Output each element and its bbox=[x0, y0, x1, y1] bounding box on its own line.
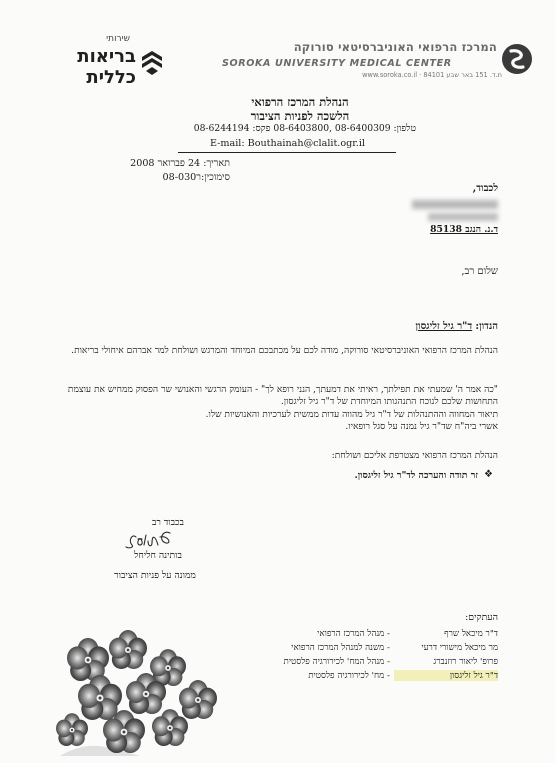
paragraph-joining: הנהלת המרכז הרפואי מצטרפת אליכם ושולחת: bbox=[331, 451, 498, 461]
subject-name: ד"ר גיל זליגסון bbox=[415, 321, 473, 332]
redacted-recipient-name bbox=[412, 200, 498, 209]
copy-row bbox=[240, 628, 498, 640]
soroka-address: ת.ד. 151 באר שבע 84101 · www.soroka.co.il bbox=[362, 71, 502, 79]
bullet-bouquet: זר תודה והערכה לד"ר גיל זליגסון. bbox=[354, 470, 478, 481]
flowers-illustration-icon bbox=[50, 628, 248, 758]
paragraph-testimony: תיאור המחווה וההתנהלות של ד"ר גיל מהווה עדות ממשית לערכיות והאנושיות שלו. bbox=[205, 409, 498, 420]
subject-line bbox=[170, 321, 498, 332]
soroka-logo-icon bbox=[501, 43, 533, 75]
copy-row bbox=[240, 656, 498, 668]
reference-line: סימוכין:ר08-030 bbox=[162, 172, 230, 183]
date-line: תאריך: 24 פברואר 2008 bbox=[130, 158, 230, 169]
copy-role: - מנהל המח' לכירורגיה פלסטית bbox=[283, 657, 390, 667]
signer-name: בותינה חליחל bbox=[134, 550, 182, 561]
copy-name-highlighted: ד"ר גיל זליגסון bbox=[394, 670, 498, 681]
diamond-bullet-icon: ❖ bbox=[484, 469, 493, 480]
copy-row bbox=[240, 642, 498, 654]
clalit-logo-icon bbox=[140, 49, 164, 75]
paragraph-block bbox=[36, 384, 498, 434]
subject-label: הנדון: bbox=[475, 321, 498, 332]
header-divider bbox=[178, 152, 396, 153]
email-line: E-mail: Bouthainah@clalit.ogr.il bbox=[210, 138, 365, 149]
recipient-salutation: לכבוד, bbox=[472, 183, 498, 194]
copy-name: מר מיכאל מישורי דרעי bbox=[421, 643, 498, 653]
phone-fax-line: טלפון: 08-6400309 ,08-6403800 פקס: 08-6244194 bbox=[193, 123, 416, 134]
copies-label: העתקים: bbox=[465, 612, 498, 623]
clalit-name: בריאות כללית bbox=[77, 46, 136, 88]
copy-role: - משנה למנהל המרכז הרפואי bbox=[291, 643, 390, 653]
soroka-english-name: SOROKA UNIVERSITY MEDICAL CENTER bbox=[222, 58, 452, 69]
soroka-hebrew-name: המרכז הרפואי האוניברסיטאי סורוקה bbox=[293, 40, 497, 54]
paragraph-thanks: הנהלת המרכז הרפואי האוניברסיטאי סורוקה, מודה לכם על מכתבכם המיוחד והמרגש ושולחת למר אברהם איחולי בריאות. bbox=[71, 346, 498, 356]
paragraph-praise: אשרי ביה"ח שד"ר גיל נמנה על סגל רופאיו. bbox=[345, 422, 498, 433]
signer-role: ממונה על פניות הציבור bbox=[114, 570, 196, 581]
copy-name: ד"ר מיכאל שרף bbox=[444, 629, 498, 639]
copy-role: - מח' לכירורגיה פלסטית bbox=[308, 671, 390, 681]
clalit-tagline: שירותי bbox=[106, 34, 130, 44]
copy-role: - מנהל המרכז הרפואי bbox=[317, 629, 390, 639]
closing-respect: בכבוד רב bbox=[152, 517, 184, 528]
redacted-recipient-address bbox=[428, 213, 498, 221]
greeting: שלום רב, bbox=[461, 266, 498, 277]
unit-title: הלשכה לפניות הציבור bbox=[250, 109, 350, 123]
copy-name: פרופ' ליאור רוזנברג bbox=[433, 657, 498, 667]
paragraph-verse: "כה אמר ה' שמעתי את תפילתך, ראיתי את דמעתך, הנני רופא לך" - העומק הרגשי והאנושי שר הפסוק ממחיש את עוצמת התחושות שלכם לנוכח התנהגותו המיוחדת של ד"ר גיל זליגסון. bbox=[67, 385, 498, 408]
copy-row bbox=[240, 670, 498, 682]
recipient-po-box: ד.נ. הנגב 85138 bbox=[430, 224, 498, 235]
department-title: הנהלת המרכז הרפואי bbox=[251, 95, 349, 109]
